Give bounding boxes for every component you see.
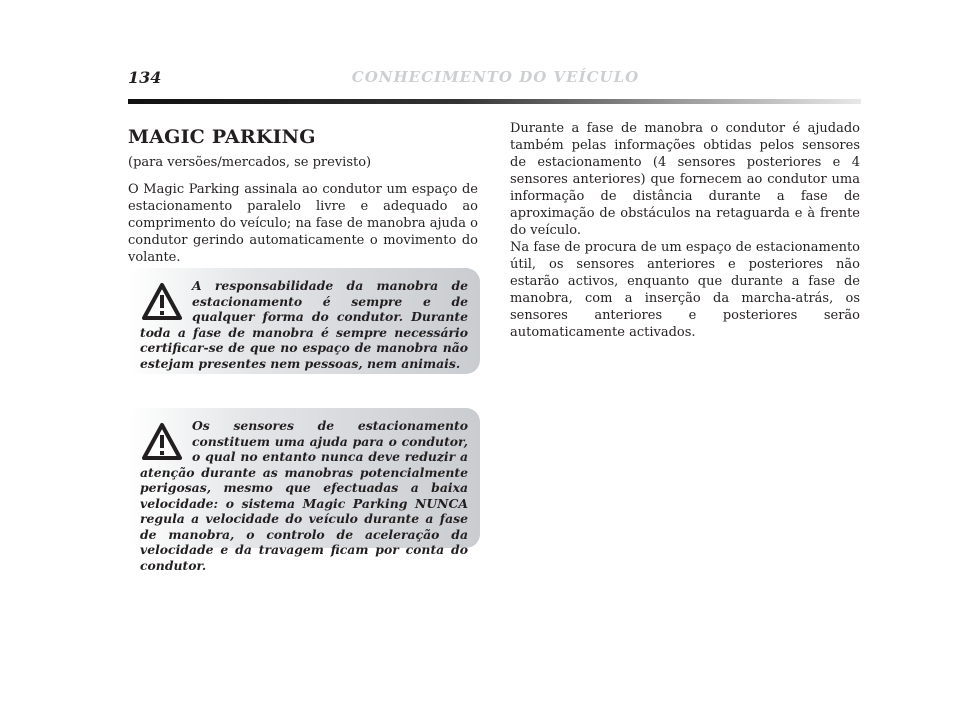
warning-text: A responsabilidade da manobra de estacionamento é sempre e de qualquer forma do condutor. Durante toda a fase de manobra é sempre necessário certificar-se de que no espaço de manobra não estejam presentes nem pessoas, nem animais. — [140, 278, 468, 371]
right-column — [510, 120, 860, 341]
intro-paragraph: O Magic Parking assinala ao condutor um espaço de estacionamento paralelo livre e adequado ao comprimento do veículo; na fase de manobra ajuda o condutor gerindo automaticamente o movimento do volante. — [128, 182, 478, 265]
section-title: MAGIC PARKING — [128, 126, 316, 148]
page-number: 134 — [128, 68, 162, 87]
warning-triangle-icon — [142, 422, 182, 462]
warning-box-responsibility — [128, 268, 480, 374]
section-subtitle: (para versões/mercados, se previsto) — [128, 155, 372, 170]
running-title: CONHECIMENTO DO VEÍCULO — [351, 68, 640, 86]
header-rule — [128, 99, 861, 104]
page-header — [128, 68, 863, 92]
warning-triangle-icon — [142, 282, 182, 322]
warning-box-sensors — [128, 408, 480, 573]
sensors-paragraph: Durante a fase de manobra o condutor é ajudado também pelas informações obtidas pelos sensores de estacionamento (4 sensores posteriores e 4 sensores anteriores) que fornecem ao condutor uma informação de distância durante a fase de aproximação de obstáculos na retaguarda e à frente do veículo. — [510, 121, 860, 238]
warning-text: Os sensores de estacionamento constituem uma ajuda para o condutor, o qual no entanto nunca deve reduzir a atenção durante as manobras potencialmente perigosas, mesmo que efectuadas a baixa velocidade: o sistema Magic Parking NUNCA regula a velocidade do veículo durante a fase de manobra, o controlo de aceleração da velocidade e da travagem ficam por conta do condutor. — [140, 418, 468, 573]
left-column — [128, 120, 478, 266]
search-phase-paragraph: Na fase de procura de um espaço de estacionamento útil, os sensores anteriores e posteriores não estarão activos, enquanto que durante a fase de manobra, com a inserção da marcha-atrás, os sensores anteriores e posteriores serão automaticamente activados. — [510, 240, 860, 340]
